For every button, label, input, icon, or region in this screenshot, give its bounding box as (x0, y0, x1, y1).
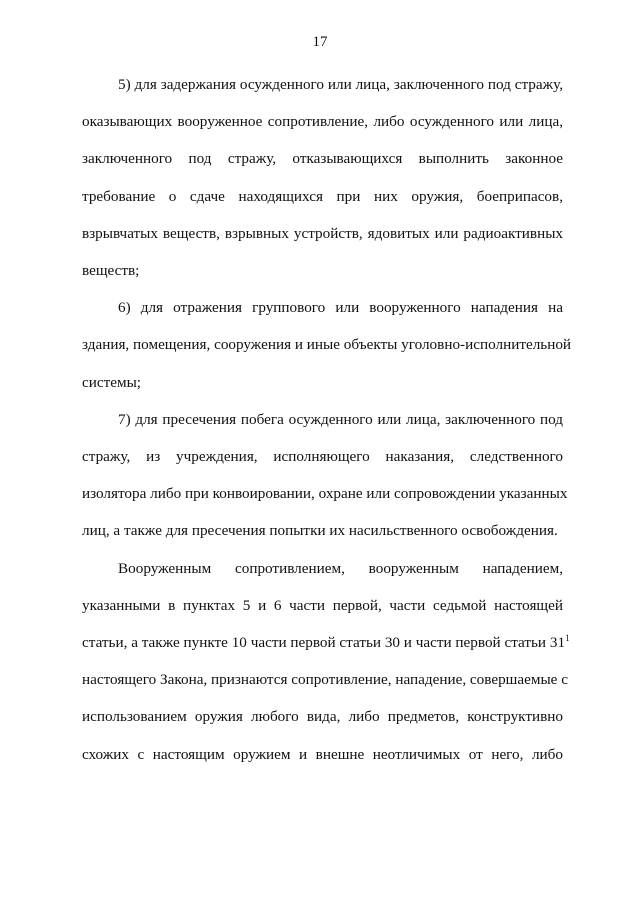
text-line: 6) для отражения группового или вооруженного нападения на (118, 299, 563, 317)
page-number: 17 (312, 34, 328, 50)
text-line: требование о сдаче находящихся при них оружия, боеприпасов, (82, 187, 563, 205)
text-line: стражу, из учреждения, исполняющего наказания, следственного (82, 448, 563, 466)
text-line: здания, помещения, сооружения и иные объекты уголовно-исполнительной (82, 336, 572, 354)
text-line: схожих с настоящим оружием и внешне неотличимых от него, либо (82, 745, 563, 763)
text-line: указанными в пунктах 5 и 6 части первой, части седьмой настоящей (82, 596, 563, 614)
text-line: заключенного под стражу, отказывающихся выполнить законное (82, 150, 563, 168)
text-line: лиц, а также для пресечения попытки их насильственного освобождения. (82, 522, 558, 540)
paragraph-item-6 (82, 289, 572, 401)
paragraph-armed-resistance (82, 550, 570, 773)
text-line: веществ; (82, 262, 140, 280)
text-line: системы; (82, 373, 142, 391)
text-line: изолятора либо при конвоировании, охране или сопровождении указанных (82, 485, 568, 503)
text-line (82, 624, 570, 661)
text-line: оказывающих вооруженное сопротивление, либо осужденного или лица, (82, 113, 563, 131)
superscript-mark: 1 (565, 632, 570, 643)
text-line: использованием оружия любого вида, либо предметов, конструктивно (82, 708, 563, 726)
text-line: 7) для пресечения побега осужденного или лица, заключенного под (118, 410, 563, 428)
text-line: взрывчатых веществ, взрывных устройств, ядовитых или радиоактивных (82, 224, 563, 242)
paragraph-item-7 (82, 401, 568, 550)
text-line: настоящего Закона, признаются сопротивление, нападение, совершаемые с (82, 671, 568, 689)
text-line-content: статьи, а также пункте 10 части первой статьи 30 и части первой статьи 31 (82, 634, 566, 652)
text-line: 5) для задержания осужденного или лица, заключенного под стражу, (118, 76, 563, 93)
text-line: Вооруженным сопротивлением, вооруженным нападением, (118, 559, 563, 577)
paragraph-item-5 (82, 66, 563, 289)
document-body (82, 66, 572, 773)
